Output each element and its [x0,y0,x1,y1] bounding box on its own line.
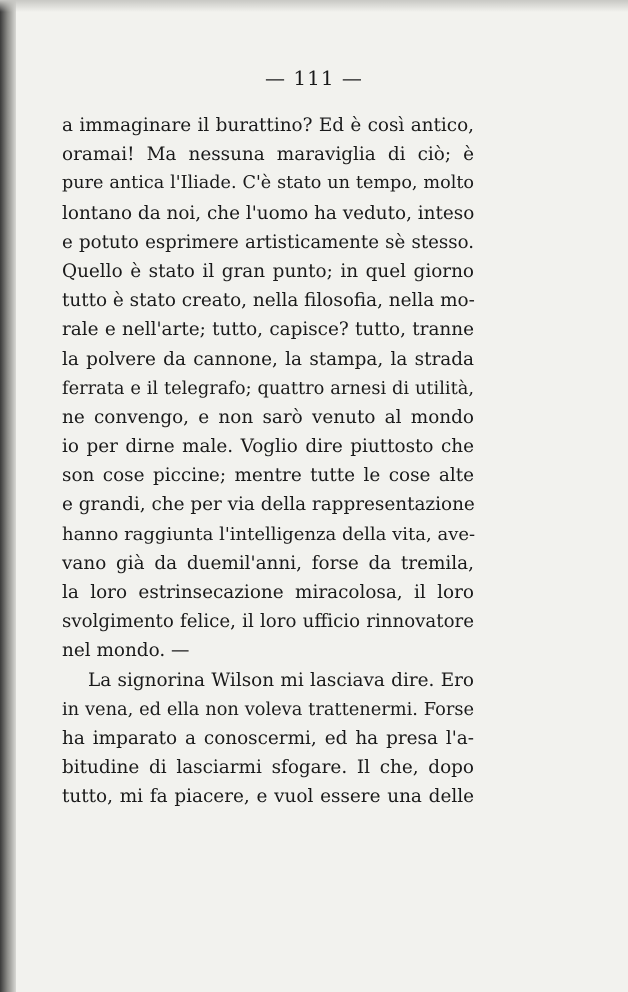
text-line: hanno raggiunta l'intelligenza della vita, ave- [62,523,476,545]
text-line: io per dirne male. Voglio dire piuttosto che [62,436,474,458]
text-line: nel mondo. — [62,640,190,662]
page-top-shadow [0,0,628,12]
text-line: La signorina Wilson mi lasciava dire. Ero [88,669,474,691]
text-line: svolgimento felice, il loro ufficio rinnovatore [62,611,474,633]
text-line: a immaginare il burattino? Ed è così antico, [62,115,474,136]
text-line: ha imparato a conoscermi, ed ha presa l'a- [62,727,474,749]
page-binding-shadow [0,0,16,992]
text-line: rale e nell'arte; tutto, capisce? tutto, tranne [62,319,474,341]
text-line: tutto, mi fa piacere, e vuol essere una delle [62,786,474,808]
text-line: e potuto esprimere artisticamente sè stesso. [62,231,474,253]
text-line: vano già da duemil'anni, forse da tremila, [62,552,474,574]
text-line: ferrata e il telegrafo; quattro arnesi di utilità, [62,377,474,399]
text-line: e grandi, che per via della rappresentazione [62,494,475,516]
text-line: lontano da noi, che l'uomo ha veduto, inteso [62,202,475,224]
text-line: la polvere da cannone, la stampa, la strada [62,348,474,370]
text-line: pure antica l'Iliade. C'è stato un tempo, molto [62,173,474,194]
text-line: son cose piccine; mentre tutte le cose alte [62,465,474,487]
text-line: bitudine di lasciarmi sfogare. Il che, dopo [62,757,474,779]
text-line: in vena, ed ella non voleva trattenermi. Forse [62,698,474,720]
body-text [62,111,474,812]
page-number: — 111 — [265,66,363,90]
text-line: Quello è stato il gran punto; in quel giorno [62,260,474,282]
text-line: oramai! Ma nessuna maraviglia di ciò; è [62,144,474,166]
text-line: la loro estrinsecazione miracolosa, il loro [62,582,474,603]
text-line: tutto è stato creato, nella filosofia, nella mo- [62,290,475,312]
text-line: ne convengo, e non sarò venuto al mondo [62,406,474,428]
